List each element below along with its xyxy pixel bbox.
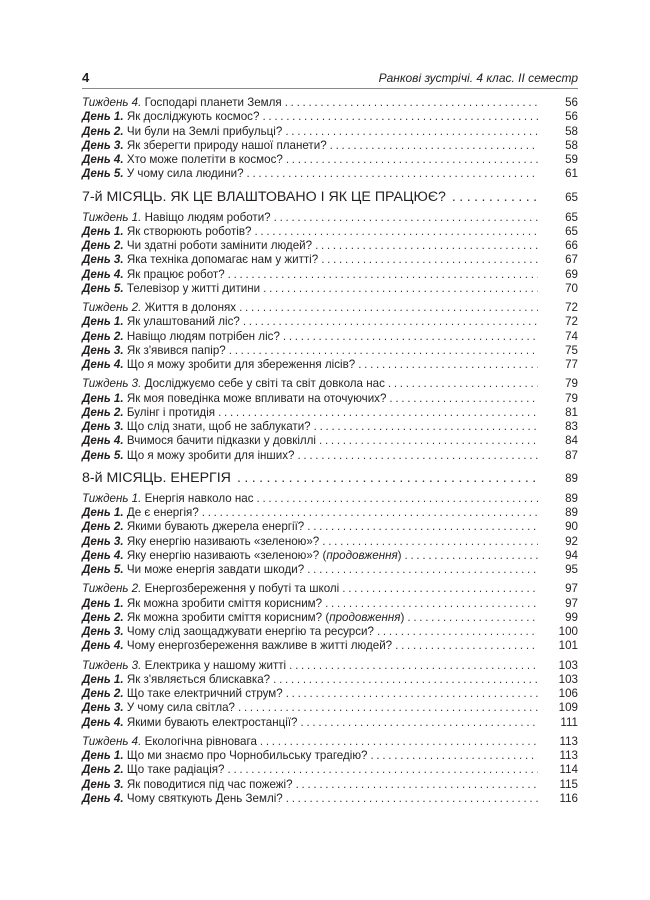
entry-title: Навіщо людям потрібен ліс? (126, 329, 280, 343)
entry-label: День 5. (82, 563, 124, 576)
entry-label: День 4. (82, 434, 124, 448)
entry-text (82, 96, 285, 110)
dot-leader (238, 701, 538, 715)
dot-leader (370, 749, 538, 763)
entry-title: Чому слід заощаджувати енергію та ресурси? (126, 625, 374, 638)
page-ref: 106 (558, 687, 578, 700)
dot-leader (285, 96, 538, 110)
entry-label: День 1. (82, 672, 124, 686)
toc-group (82, 301, 578, 372)
entry-label: Тиждень 4. (82, 734, 142, 748)
entry-title: Як можна зробити сміття корисним? (126, 596, 323, 610)
page-ref: 115 (559, 777, 578, 791)
week-entry[interactable] (82, 582, 578, 596)
page-ref: 100 (558, 625, 578, 638)
page-number: 4 (82, 70, 90, 85)
entry-label: День 1. (82, 315, 124, 329)
entry-title: Якими бувають електростанції? (126, 715, 298, 729)
page-ref: 97 (565, 596, 578, 610)
entry-label: День 3. (82, 138, 124, 152)
entry-label: День 1. (82, 224, 124, 238)
entry-label: Тиждень 1. (82, 210, 142, 224)
table-of-contents (82, 96, 578, 811)
day-entry[interactable] (82, 535, 578, 549)
entry-label: День 2. (82, 520, 124, 534)
entry-title: Чому святкують День Землі? (126, 791, 283, 805)
day-entry[interactable] (82, 125, 578, 139)
entry-title: Як зберегти природу нашої планети? (126, 138, 327, 152)
day-entry[interactable] (82, 225, 578, 239)
entry-text (82, 282, 263, 296)
entry-text (82, 597, 325, 611)
day-entry[interactable] (82, 673, 578, 687)
entry-label: День 1. (82, 749, 124, 762)
page-ref: 61 (565, 167, 578, 181)
entry-text (82, 673, 273, 687)
month-title: 7-й МІСЯЦЬ. ЯК ЦЕ ВЛАШТОВАНО І ЯК ЦЕ ПРАЦЮЄ? (82, 188, 446, 205)
day-entry[interactable] (82, 639, 578, 653)
entry-title: Що ми знаємо про Чорнобильську трагедію? (126, 749, 368, 762)
month-heading[interactable] (82, 187, 578, 207)
page-header (82, 68, 578, 89)
dot-leader (389, 392, 538, 406)
day-entry[interactable] (82, 110, 578, 124)
dot-leader (237, 468, 538, 488)
page-ref: 75 (565, 343, 578, 357)
entry-text (82, 749, 370, 763)
entry-title: Що я можу зробити для збереження лісів? (126, 358, 356, 371)
day-entry[interactable] (82, 506, 578, 520)
entry-text (82, 301, 239, 315)
page-ref: 114 (559, 763, 578, 777)
dot-leader (325, 597, 538, 611)
page-ref: 83 (565, 420, 578, 433)
day-entry[interactable] (82, 611, 578, 625)
entry-label: День 4. (82, 791, 124, 805)
day-entry[interactable] (82, 239, 578, 253)
day-entry[interactable] (82, 392, 578, 406)
dot-leader (228, 268, 538, 282)
entry-label: День 2. (82, 405, 124, 419)
entry-text (82, 344, 229, 358)
entry-title: Як улаштований ліс? (126, 315, 240, 329)
entry-label: День 5. (82, 167, 124, 181)
entry-text (82, 125, 285, 139)
entry-title: Телевізор у житті дитини (126, 281, 261, 295)
entry-label: Тиждень 2. (82, 301, 142, 314)
entry-note: продовження (326, 548, 398, 562)
dot-leader (228, 763, 538, 777)
month-heading[interactable] (82, 468, 578, 488)
entry-text (82, 535, 322, 549)
entry-text (82, 687, 286, 701)
page-ref: 99 (565, 610, 578, 624)
entry-label: День 4. (82, 267, 124, 281)
entry-text (82, 763, 228, 777)
day-entry[interactable] (82, 792, 578, 806)
toc-group (82, 582, 578, 653)
page-ref: 65 (565, 224, 578, 238)
dot-leader (322, 535, 538, 549)
dot-leader (388, 377, 538, 391)
day-entry[interactable] (82, 330, 578, 344)
entry-note: продовження (329, 610, 401, 624)
entry-label: День 2. (82, 124, 124, 138)
dot-leader (358, 358, 538, 372)
page-ref: 65 (565, 210, 578, 224)
day-entry[interactable] (82, 167, 578, 181)
entry-label: День 2. (82, 687, 124, 700)
week-entry[interactable] (82, 735, 578, 749)
entry-text (82, 434, 319, 448)
dot-leader (407, 611, 538, 625)
entry-label: День 2. (82, 763, 124, 777)
dot-leader (257, 492, 538, 506)
entry-text (82, 330, 283, 344)
entry-text (82, 377, 388, 391)
entry-title: Що таке радіація? (126, 763, 225, 777)
entry-title: Як досліджують космос? (126, 110, 260, 124)
day-entry[interactable] (82, 344, 578, 358)
dot-leader (296, 778, 538, 792)
day-entry[interactable] (82, 434, 578, 448)
entry-text (82, 420, 314, 434)
entry-label: День 1. (82, 506, 124, 519)
week-entry[interactable] (82, 301, 578, 315)
toc-group (82, 659, 578, 730)
entry-text (82, 239, 315, 253)
week-entry[interactable] (82, 211, 578, 225)
entry-text (82, 225, 254, 239)
dot-leader (285, 125, 538, 139)
entry-title: Чи були на Землі прибульці? (126, 124, 283, 138)
entry-label: День 3. (82, 777, 124, 791)
page-ref: 103 (558, 672, 578, 686)
entry-label: День 3. (82, 701, 124, 715)
day-entry[interactable] (82, 358, 578, 372)
page-ref: 58 (565, 138, 578, 152)
dot-leader (330, 139, 538, 153)
entry-text (82, 639, 395, 653)
page-ref: 56 (565, 96, 578, 109)
day-entry[interactable] (82, 449, 578, 463)
entry-title: Як створюють роботів? (126, 224, 252, 238)
dot-leader (405, 549, 538, 563)
entry-title: У чому сила людини? (126, 167, 244, 181)
week-entry[interactable] (82, 492, 578, 506)
day-entry[interactable] (82, 406, 578, 420)
dot-leader (321, 253, 538, 267)
page-ref: 94 (565, 548, 578, 562)
toc-group (82, 492, 578, 578)
entry-title: Що таке електричний струм? (126, 687, 283, 700)
day-entry[interactable] (82, 282, 578, 296)
entry-label: Тиждень 3. (82, 658, 142, 672)
entry-title: Булінг і протидія (126, 405, 216, 419)
entry-label: Тиждень 4. (82, 96, 142, 109)
entry-text (82, 449, 297, 463)
page-ref: 90 (565, 520, 578, 534)
day-entry[interactable] (82, 153, 578, 167)
page-ref: 79 (565, 391, 578, 405)
entry-title: Екологічна рівновага (144, 734, 257, 748)
entry-title: Як з'явився папір? (126, 343, 226, 357)
entry-title: Як працює робот? (126, 267, 225, 281)
entry-label: День 4. (82, 639, 124, 653)
dot-leader (274, 211, 538, 225)
day-entry[interactable] (82, 701, 578, 715)
entry-label: День 2. (82, 610, 124, 624)
day-entry[interactable] (82, 778, 578, 792)
entry-label: День 4. (82, 358, 124, 371)
page-ref: 113 (559, 749, 578, 762)
entry-label: День 3. (82, 253, 124, 267)
page-ref: 74 (565, 329, 578, 343)
entry-title: Чому енергозбереження важливе в житті людей? (126, 639, 393, 653)
dot-leader (315, 239, 538, 253)
page-ref: 103 (558, 658, 578, 672)
page-ref: 92 (565, 534, 578, 548)
entry-label: День 3. (82, 534, 124, 548)
entry-title: Яка техніка допомагає нам у житті? (126, 253, 319, 267)
entry-text (82, 167, 247, 181)
entry-title: Життя в долонях (144, 301, 237, 314)
page-ref: 116 (559, 791, 578, 805)
entry-title: Вчимося бачити підказки у довкіллі (126, 434, 317, 448)
entry-title: Що слід знати, щоб не заблукати? (126, 420, 311, 433)
entry-text (82, 778, 296, 792)
entry-text: День 4. Яку енергію називають «зеленою»? (продовження) (82, 548, 402, 562)
page-ref: 72 (565, 315, 578, 329)
page-ref: 111 (560, 715, 578, 729)
entry-title: Досліджуємо себе у світі та світ довкола нас (144, 377, 385, 391)
toc-group (82, 735, 578, 806)
day-entry[interactable] (82, 749, 578, 763)
page-ref: 72 (565, 301, 578, 314)
entry-title: Яку енергію називають «зеленою»? (126, 548, 320, 562)
entry-text (82, 506, 202, 520)
dot-leader (319, 434, 538, 448)
entry-text (82, 701, 238, 715)
entry-label: Тиждень 3. (82, 377, 142, 391)
dot-leader (289, 659, 538, 673)
entry-title: Чи може енергія завдати шкоди? (126, 563, 305, 576)
entry-label: День 1. (82, 391, 124, 405)
entry-label: День 4. (82, 153, 124, 166)
entry-text (82, 392, 389, 406)
entry-label: День 3. (82, 343, 124, 357)
page-ref: 109 (558, 701, 578, 715)
dot-leader (377, 625, 538, 639)
page-ref: 84 (565, 434, 578, 448)
entry-label: День 1. (82, 110, 124, 124)
dot-leader (247, 167, 538, 181)
entry-title: Господарі планети Земля (144, 96, 282, 109)
dot-leader (229, 344, 538, 358)
day-entry[interactable] (82, 253, 578, 267)
page-ref: 89 (565, 471, 578, 485)
entry-text (82, 139, 330, 153)
entry-title: Як можна зробити сміття корисним? (126, 610, 323, 624)
entry-title: Чи здатні роботи замінити людей? (126, 239, 313, 252)
dot-leader (307, 520, 538, 534)
day-entry[interactable] (82, 625, 578, 639)
day-entry[interactable] (82, 520, 578, 534)
dot-leader (283, 330, 538, 344)
entry-title: Навіщо людям роботи? (144, 210, 271, 224)
entry-text (82, 110, 262, 124)
page-ref: 77 (565, 358, 578, 371)
entry-title: Енергозбереження у побуті та школі (144, 582, 340, 596)
dot-leader (262, 110, 538, 124)
entry-text (82, 520, 307, 534)
entry-label: День 3. (82, 420, 124, 433)
page-ref: 69 (565, 267, 578, 281)
dot-leader (297, 449, 538, 463)
dot-leader (452, 187, 538, 207)
dot-leader (202, 506, 538, 520)
entry-text (82, 735, 260, 749)
month-title: 8-й МІСЯЦЬ. ЕНЕРГІЯ (82, 469, 231, 486)
toc-group (82, 96, 578, 182)
day-entry[interactable] (82, 139, 578, 153)
page-ref: 66 (565, 239, 578, 252)
day-entry[interactable] (82, 268, 578, 282)
page-ref: 58 (565, 124, 578, 138)
page-ref: 101 (558, 639, 578, 653)
page-ref: 56 (565, 110, 578, 124)
entry-text: День 2. Як можна зробити сміття корисним? (продовження) (82, 610, 405, 624)
day-entry[interactable] (82, 716, 578, 730)
entry-label: Тиждень 1. (82, 491, 142, 505)
page-ref: 79 (565, 377, 578, 391)
entry-label: День 2. (82, 239, 124, 252)
dot-leader (263, 282, 538, 296)
day-entry[interactable] (82, 315, 578, 329)
entry-label: День 3. (82, 625, 124, 638)
page-ref: 97 (565, 582, 578, 596)
page-ref: 81 (565, 405, 578, 419)
page-ref: 95 (565, 563, 578, 576)
entry-text (82, 358, 358, 372)
entry-text (82, 716, 301, 730)
entry-text (82, 211, 274, 225)
entry-label: День 1. (82, 596, 124, 610)
entry-title: Яку енергію називають «зеленою»? (126, 534, 320, 548)
dot-leader (239, 301, 538, 315)
dot-leader (301, 716, 538, 730)
dot-leader (286, 687, 538, 701)
entry-text (82, 406, 218, 420)
dot-leader (286, 792, 538, 806)
entry-text (82, 268, 228, 282)
dot-leader (395, 639, 538, 653)
running-title: Ранкові зустрічі. 4 клас. ІІ семестр (378, 71, 578, 85)
page-ref: 59 (565, 153, 578, 166)
entry-title: Як моя поведінка може впливати на оточуючих? (126, 391, 387, 405)
page-ref: 65 (565, 190, 578, 204)
entry-title: Що я можу зробити для інших? (126, 448, 295, 462)
entry-label: День 4. (82, 715, 124, 729)
page-ref: 67 (565, 253, 578, 267)
dot-leader (342, 582, 538, 596)
dot-leader (286, 153, 538, 167)
page-ref: 87 (565, 448, 578, 462)
entry-title: Хто може полетіти в космос? (126, 153, 283, 166)
week-entry[interactable] (82, 659, 578, 673)
toc-group (82, 211, 578, 297)
entry-title: Енергія навколо нас (144, 491, 254, 505)
day-entry[interactable] (82, 687, 578, 701)
entry-text (82, 253, 321, 267)
entry-text (82, 153, 286, 167)
dot-leader (307, 563, 538, 577)
entry-text (82, 563, 307, 577)
week-entry[interactable] (82, 96, 578, 110)
day-entry[interactable] (82, 763, 578, 777)
day-entry[interactable] (82, 597, 578, 611)
day-entry[interactable] (82, 420, 578, 434)
page-ref: 89 (565, 491, 578, 505)
dot-leader (254, 225, 538, 239)
entry-title: Якими бувають джерела енергії? (126, 520, 305, 534)
entry-title: Електрика у нашому житті (144, 658, 287, 672)
entry-label: Тиждень 2. (82, 582, 142, 596)
page-ref: 113 (559, 734, 578, 748)
dot-leader (260, 735, 538, 749)
dot-leader (314, 420, 538, 434)
day-entry[interactable] (82, 563, 578, 577)
entry-label: День 4. (82, 548, 124, 562)
entry-label: День 2. (82, 329, 124, 343)
entry-title: У чому сила світла? (126, 701, 235, 715)
dot-leader (273, 673, 538, 687)
entry-text (82, 492, 257, 506)
entry-title: Як поводитися під час пожежі? (126, 777, 293, 791)
entry-label: День 5. (82, 448, 124, 462)
entry-text (82, 792, 286, 806)
week-entry[interactable] (82, 377, 578, 391)
entry-title: Як з'являється блискавка? (126, 672, 271, 686)
dot-leader (243, 315, 538, 329)
entry-text (82, 659, 289, 673)
dot-leader (218, 406, 538, 420)
entry-text (82, 582, 342, 596)
entry-label: День 5. (82, 281, 124, 295)
page-ref: 70 (565, 281, 578, 295)
entry-title: Де є енергія? (126, 506, 199, 519)
entry-text (82, 625, 377, 639)
page-ref: 89 (565, 506, 578, 519)
day-entry[interactable] (82, 549, 578, 563)
toc-group (82, 377, 578, 463)
entry-text (82, 315, 243, 329)
